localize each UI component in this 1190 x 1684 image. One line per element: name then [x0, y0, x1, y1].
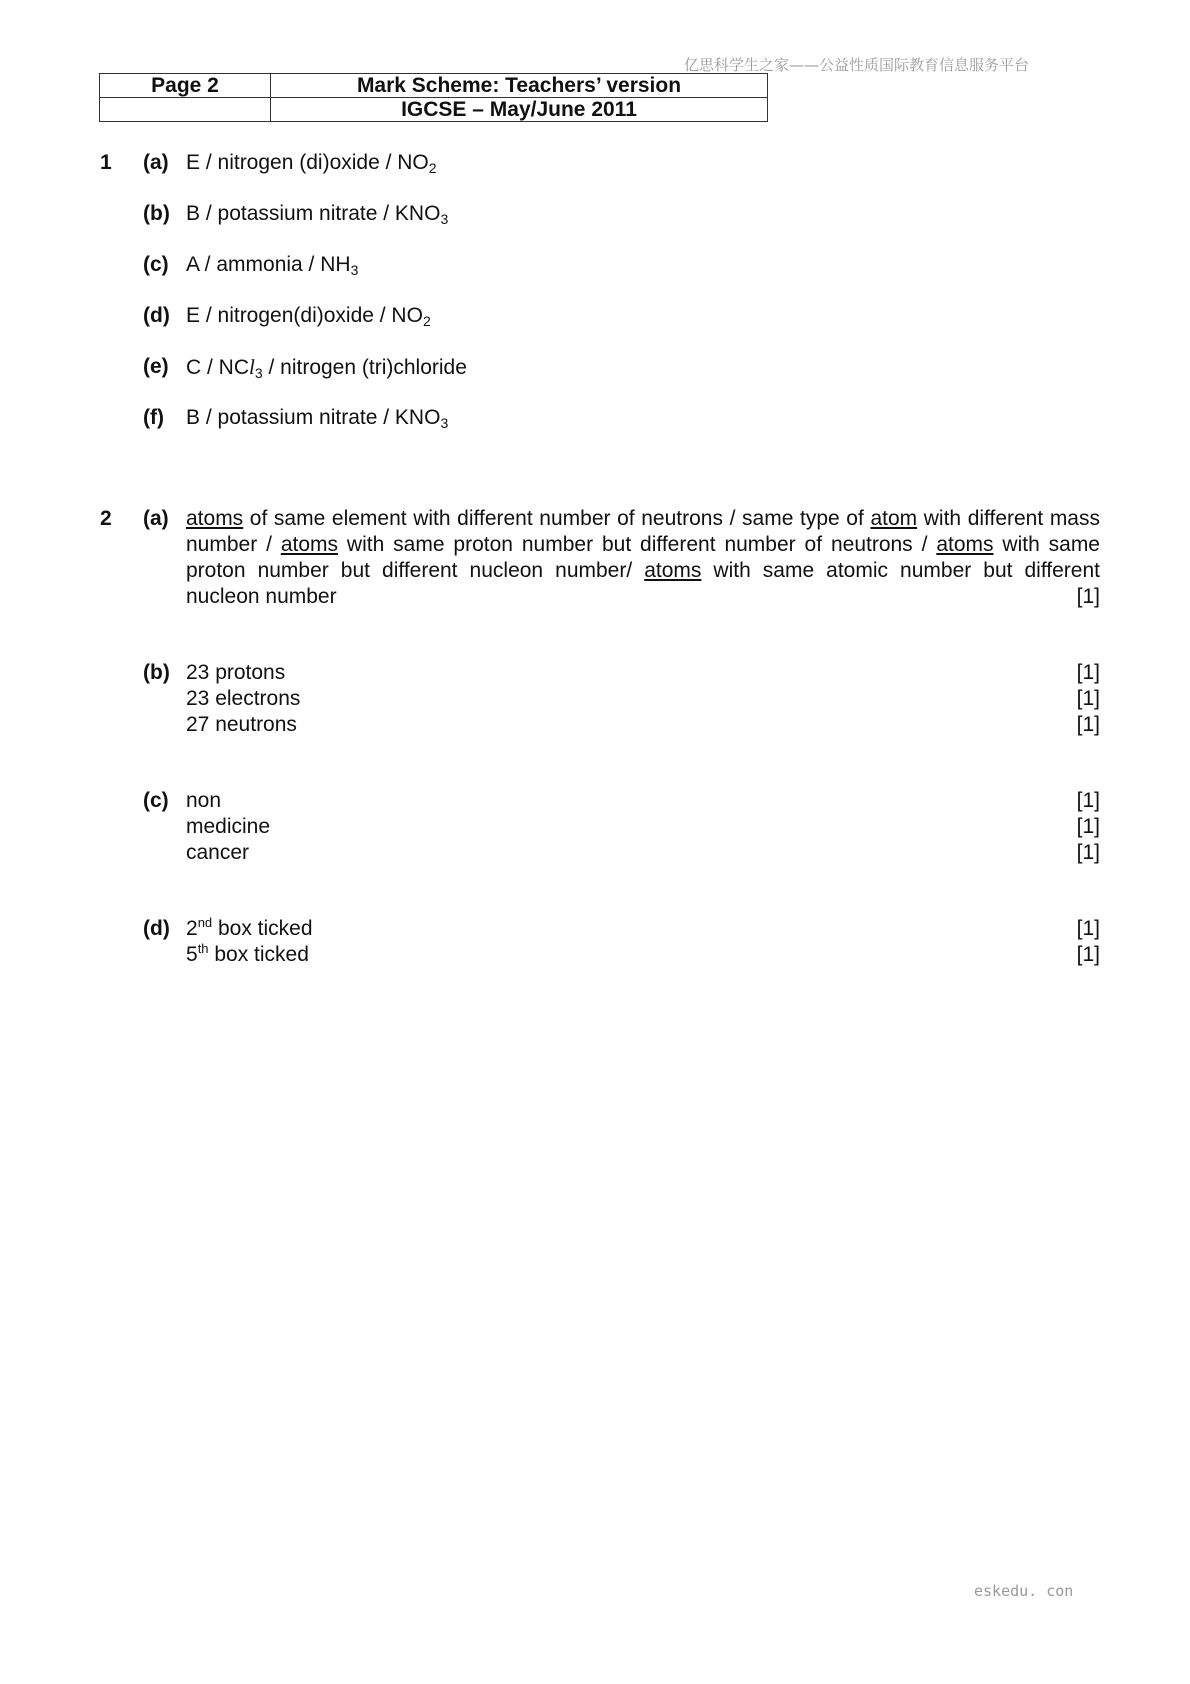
- mark: [1]: [1076, 687, 1100, 710]
- document-title: Mark Scheme: Teachers’ version: [271, 74, 768, 98]
- part-label: (e): [143, 355, 169, 378]
- exam-session: IGCSE – May/June 2011: [271, 98, 768, 122]
- answer-text: 2nd box ticked: [186, 915, 313, 940]
- footer-watermark: eskedu. con: [974, 1582, 1074, 1600]
- header-table: [99, 73, 768, 122]
- mark: [1]: [1076, 841, 1100, 864]
- mark: [1]: [1076, 661, 1100, 684]
- part-label: (c): [143, 253, 169, 276]
- answer-text: non: [186, 789, 222, 812]
- mark: [1]: [1076, 713, 1100, 736]
- answer-text: C / NCl$_3$ / nitrogen (tri)chloride: [186, 355, 467, 381]
- part-label: (b): [143, 661, 170, 684]
- part-label: (d): [143, 304, 170, 327]
- answer-text: 27 neutrons: [186, 713, 297, 736]
- q2-a-answer: atoms of same element with different number of neutrons / same type of atom with different mass number / atoms with same proton number but different number of neutrons / atoms with same proton number but different nucleon number/ atoms with same atomic number but different nucleon number: [186, 507, 1100, 608]
- part-label: (f): [143, 406, 164, 429]
- mark: [1]: [1076, 585, 1100, 608]
- page-number: Page 2: [100, 74, 271, 98]
- part-label: (a): [143, 507, 169, 530]
- question-number-1: 1: [100, 151, 112, 174]
- answer-text: B / potassium nitrate / $KNO_3$: [186, 202, 449, 227]
- answer-text: 23 electrons: [186, 687, 301, 710]
- answer-text: 5th box ticked: [186, 941, 309, 966]
- mark: [1]: [1076, 789, 1100, 812]
- answer-text: B / potassium nitrate / $KNO_3$: [186, 406, 449, 431]
- answer-text: cancer: [186, 841, 250, 864]
- part-label: (c): [143, 789, 169, 812]
- part-label: (d): [143, 917, 170, 940]
- answer-text: E / nitrogen(di)oxide / $NO_2$: [186, 304, 431, 329]
- question-number-2: 2: [100, 507, 112, 530]
- watermark: 亿思科学生之家——公益性质国际教育信息服务平台: [684, 56, 1030, 74]
- mark: [1]: [1076, 815, 1100, 838]
- mark: [1]: [1076, 917, 1100, 940]
- answer-text: A / ammonia / $NH_3$: [186, 253, 359, 278]
- part-label: (a): [143, 151, 169, 174]
- answer-text: medicine: [186, 815, 271, 838]
- header-empty-cell: [100, 98, 271, 122]
- mark: [1]: [1076, 943, 1100, 966]
- part-label: (b): [143, 202, 170, 225]
- answer-text: 23 protons: [186, 661, 286, 684]
- answer-text: E / nitrogen (di)oxide / $NO_2$: [186, 151, 437, 176]
